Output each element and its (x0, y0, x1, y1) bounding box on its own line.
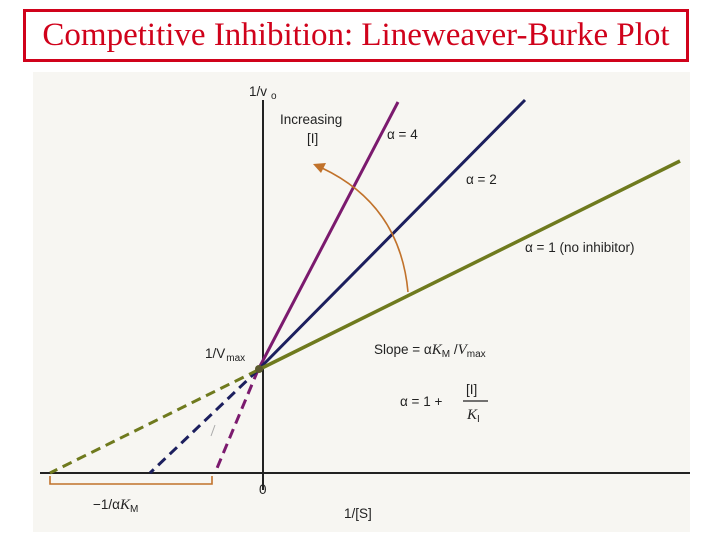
alpha-1-line (258, 161, 680, 370)
slope-equation: Slope = $\alpha K_M$ $/V_{max}$ (374, 342, 486, 360)
y-intercept-label: $1/V_{max}$ (205, 346, 246, 364)
alpha-equation-denominator: $K_I$ (467, 407, 480, 425)
alpha-4-extrapolation (215, 370, 258, 473)
increasing-label-line1: Increasing (280, 112, 343, 127)
km-bracket (50, 476, 212, 484)
title-box (23, 9, 689, 62)
x-axis-label: 1/[S] (344, 506, 372, 521)
alpha-equation-lhs: α = 1 + (400, 394, 443, 409)
alpha-4-line (258, 102, 398, 370)
arrow-head-icon (313, 163, 326, 173)
alpha-equation-numerator: [I] (466, 382, 478, 397)
alpha-2-label: α = 2 (466, 172, 497, 187)
alpha-1-label: α = 1 (no inhibitor) (525, 240, 635, 255)
increasing-label-line2: [I] (307, 131, 319, 146)
alpha-1-extrapolation (50, 370, 258, 473)
x-intercept-label: $-1/\alpha K_M$ (93, 497, 139, 515)
origin-label: 0 (259, 482, 267, 497)
common-intercept-point (255, 365, 263, 373)
y-axis-label: 1/v $_o$ (249, 84, 277, 102)
minor-mark (211, 425, 215, 436)
page-title: Competitive Inhibition: Lineweaver-Burke Plot (42, 17, 670, 53)
lineweaver-burk-figure (33, 72, 690, 532)
alpha-2-extrapolation (150, 370, 258, 473)
alpha-4-label: α = 4 (387, 127, 418, 142)
plot-svg (33, 72, 690, 532)
